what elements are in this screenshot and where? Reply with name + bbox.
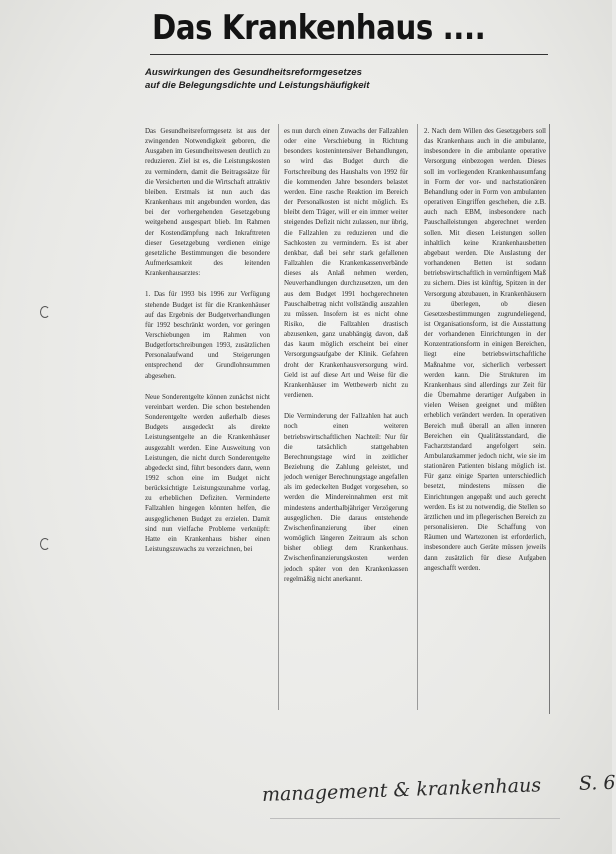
paragraph: Neue Sonderentgelte können zunächst nicht vereinbart werden. Die schon bestehenden Sonderentgelte werden außerhalb dieses Budgets ausgedeckt als direkte Leistungsentgelte an die Krankenhäuser ausgezahlt werden. Eine Ausweitung von Leistungen, die nicht durch Sonderentgelte abgedeckt sind, führt besonders dann, wenn 1992 schon eine im Budget nicht berücksichtigte Leistungszunahme vorlag, zu erheblichen Defiziten. Verminderte Fallzahlen hingegen könnten helfen, die ausgeglichenen Budget zu erzielen. Damit sind nun vielfache Probleme verknüpft: Hatte ein Krankenhaus bisher einen Leistungszuwachs zu verzeichnen, bei — [145, 392, 270, 554]
punch-hole-mark — [40, 538, 50, 550]
article-subtitle — [145, 67, 545, 92]
handwritten-publication: management & krankenhaus — [261, 774, 542, 806]
subtitle-line-1: Auswirkungen des Gesundheitsreformgesetzes — [145, 67, 362, 78]
scan-artifact-line — [270, 818, 560, 819]
column-divider-2 — [417, 124, 418, 710]
title-underline — [150, 54, 548, 55]
article-title: Das Krankenhaus .... — [152, 8, 486, 48]
text-column-3 — [424, 126, 546, 584]
text-column-2 — [284, 126, 408, 595]
punch-hole-mark — [40, 306, 50, 318]
subtitle-line-2: auf die Belegungsdichte und Leistungshäufigkeit — [145, 79, 370, 91]
column-divider-1 — [278, 124, 279, 710]
page-edge-line — [549, 124, 550, 714]
paragraph: 1. Das für 1993 bis 1996 zur Verfügung stehende Budget ist für die Krankenhäuser auf das Ergebnis der Budgetverhandlungen für 1992 beschränkt worden, vor geringen Verschiebungen im Rahmen von Budgetfortschreibungen 1993, zusätzlichen Personalaufwand und Steigerungen entsprechend der Grundlohnsummen abgesehen. — [145, 290, 270, 380]
handwritten-page-ref: S. 6 — [578, 771, 616, 795]
paragraph: Die Verminderung der Fallzahlen hat auch noch einen weiteren betriebswirtschaftlichen Nachteil: Nur für die tatsächlich stattgehabten Berechnungstage wird in zeitlicher Beziehung die Zahlung geleistet, und jedoch weniger Berechnungstage angefallen als im gedeckelten Budget vorgesehen, so werden die Mindereinnahmen erst mit mindestens anderthalbjähriger Verzögerung ausgeglichen. Die daraus entstehende Zwischenfinanzierung über einen womöglich längeren Zeitraum als schon bisher obliegt dem Krankenhaus. Zwischenfinanzierungskosten werden jedoch später von den Krankenkassen regelmäßig nicht anerkannt. — [284, 412, 408, 583]
handwritten-source-note — [262, 772, 616, 806]
text-column-1 — [145, 126, 270, 565]
paragraph: 2. Nach dem Willen des Gesetzgebers soll das Krankenhaus auch in die ambulante, insbesondere in die ambulante operative Versorgung einbezogen werden. Dieses soll im vorliegenden Krankenhausumfang in Form der vor- und nachstationären Behandlung oder in Form von ambulanten operativen Eingriffen geschehen, die z.B. auch nach EBM, insbesondere nach Pauschalleistungen abgerechnet werden sollen. Mit diesen Leistungen sollen inhaltlich keine Krankenhausbetten abgebaut werden. Die Auslastung der vorhandenen Betten ist sodann betriebswirtschaftlich in vernünftigem Maß zu sichern. Dies ist künftig, Spitzen in der Versorgung abzubauen, in Krankenhäusern zu überlegen, ob diesen Gesetzesbestimmungen zugrundeliegend, ist Organisationsform, ist die Ausstattung der vorhandenen Einrichtungen in der Konzentrationsform in einigen Bereichen, liegt eine betriebswirtschaftliche Maßnahme vor, sicherlich verbessert werden kann. Die Strukturen im Krankenhaus sind allerdings zur Zeit für die Übernahme derartiger Aufgaben in vielen Weisen geeignet und müßten erheblich verändert werden. In operativen Bereich muß überall an allen inneren Bereichen ein Qualitätsstandard, die Facharztstandard angefolgert sein. Ambulanzkammer jedoch nicht, wie sie im stationären Patienten bislang möglich ist. Für ganz einige Sparten unterschiedlich besetzt, mindestens müssen die Einrichtungen angepaßt und auch gerecht werden. Es ist zu notwendig, die Stellen so ärztlichen und im pflegerischen Bereich zu personalisieren. Die Schaffung von Räumen und Wartezonen ist erforderlich, insbesondere auch Geräte müssen jeweils dann zusätzlich für diese Aufgaben angeschafft werden. — [424, 127, 546, 572]
paragraph: es nun durch einen Zuwachs der Fallzahlen oder eine Verschiebung in Richtung besonders kostenintensiver Behandlungen, so wird das Budget durch die Fortschreibung des Haushalts von 1992 für die kommenden Jahre besonders belastet werden. Eine rasche Reaktion im Bereich der Personalkosten ist nicht möglich. Es bleibt dem Träger, will er ein immer weiter steigendes Defizit nicht zulassen, nur übrig, die Fallzahlen zu reduzieren und die Sachkosten zu vermindern. Es ist aber denkbar, daß bei sehr stark gefallenen Fallzahlen die Krankenkassenverbände dieses als Anlaß nehmen werden, Neuverhandlungen durchzusetzen, um den aus dem Budget 1991 hochgerechneten Pauschalbetrag nicht vollständig auszahlen zu müssen. Insofern ist es nicht ohne Risiko, die Fallzahlen drastisch abzusenken, ganz unabhängig davon, daß das kaum möglich erscheint bei einer Versorgungsaufgabe der Klinik. Gefahren droht der Krankenhausversorgung wird. Geld ist auf diese Art und Weise für die Krankenhäuser im Wettbewerb nicht zu verdienen. — [284, 127, 408, 400]
paragraph: Das Gesundheitsreformgesetz ist aus der zwingenden Notwendigkeit geboren, die Ausgaben im Gesundheitswesen deutlich zu reduzieren. Ziel ist es, die Leistungskosten zu vermindern, damit die Beitragssätze für die Versicherten und die Wirtschaft attraktiv bleiben. Erstmals ist nun auch das Krankenhaus mit angebunden worden, das bei der vorhergehenden Gesetzgebung weitgehend ausgespart blieb. Im Rahmen der Kostendämpfung nach Inkrafttreten dieser Gesetzgebung verdienen einige gesetzliche Bestimmungen die besondere Aufmerksamkeit des leitenden Krankenhausarztes: — [145, 127, 270, 278]
